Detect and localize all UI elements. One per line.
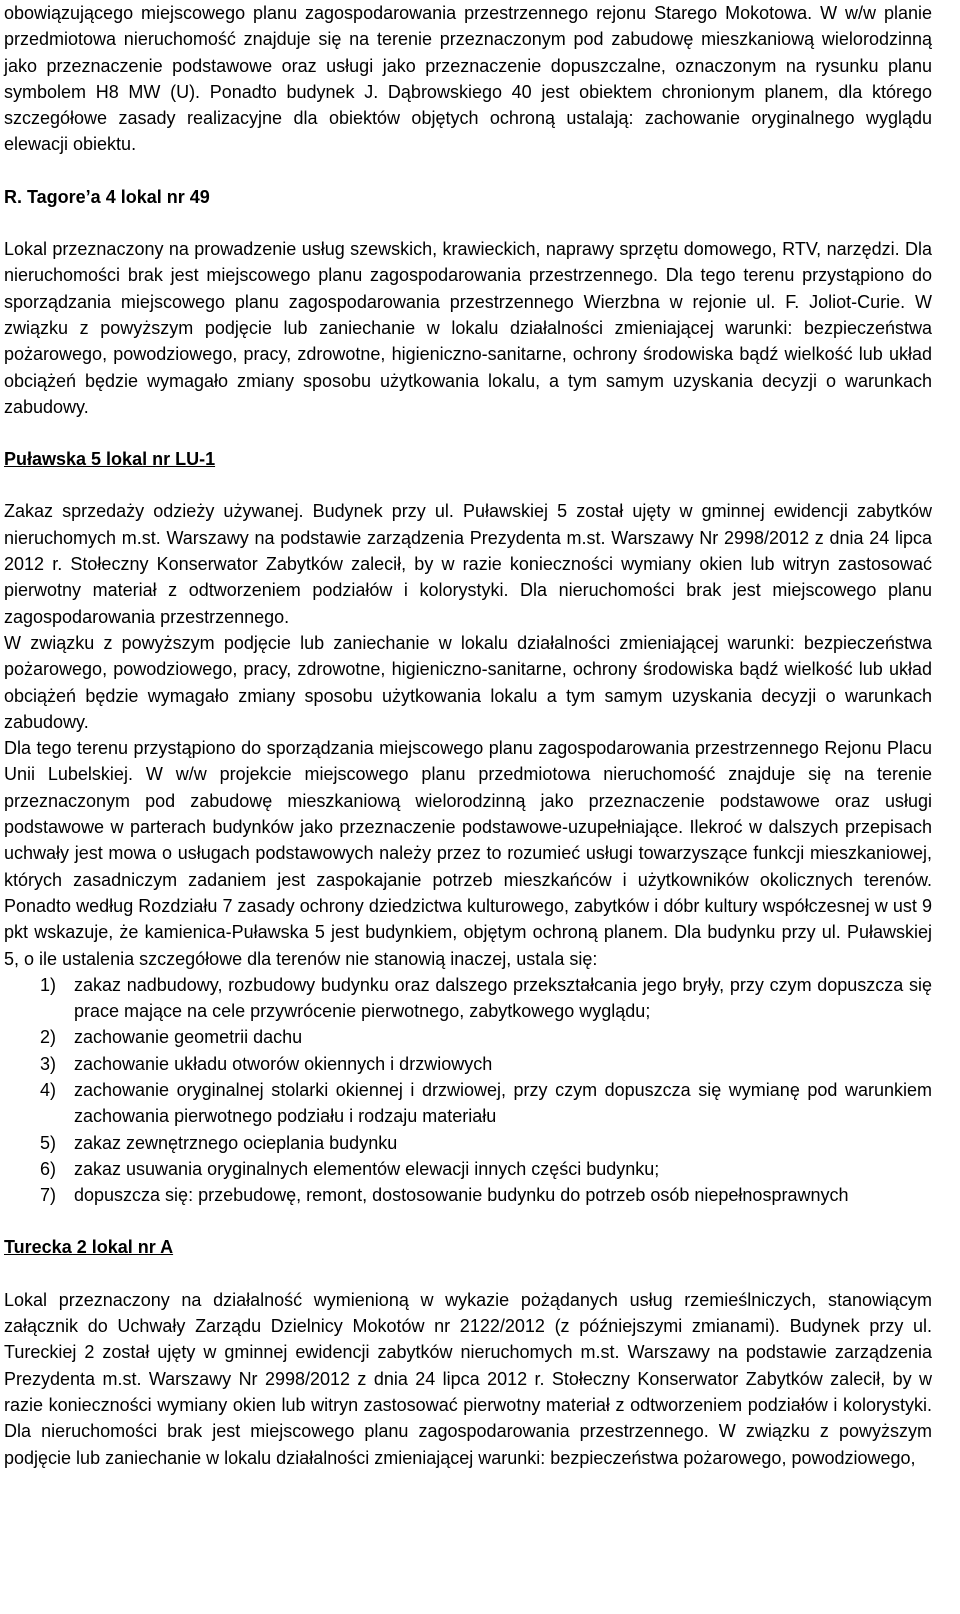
list-item-number: 1)	[40, 974, 57, 995]
list-item-text: zachowanie układu otworów okiennych i drzwiowych	[74, 1053, 493, 1074]
list-item-text: zakaz zewnętrznego ocieplania budynku	[74, 1132, 398, 1153]
list-item-number: 5)	[40, 1132, 57, 1153]
list-item-text: zakaz usuwania oryginalnych elementów elewacji innych części budynku;	[74, 1158, 660, 1179]
section-heading-tagore: R. Tagore’a 4 lokal nr 49	[4, 186, 210, 207]
list-item-number: 2)	[40, 1027, 57, 1048]
section-body-pulawska-1: Zakaz sprzedaży odzieży używanej. Budynek przy ul. Puławskiej 5 został ujęty w gminnej ewidencji zabytków nieruchomych m.st. Warszawy na podstawie zarządzenia Prezydenta m.st. Warszawy Nr 2998/2012 z dnia 24 lipca 2012 r. Stołeczny Konserwator Zabytków zalecił, by w razie konieczności wymiany okien lub witryn zastosować pierwotny materiał z odtworzeniem podziałów i kolorystyki. Dla nieruchomości brak jest miejscowego planu zagospodarowania przestrzennego.	[4, 501, 932, 627]
list-item	[4, 1156, 932, 1182]
list-item	[4, 1051, 932, 1077]
pulawska-rules-list	[4, 972, 932, 1209]
list-item-text: dopuszcza się: przebudowę, remont, dostosowanie budynku do potrzeb osób niepełnosprawnych	[74, 1185, 849, 1206]
list-item	[4, 972, 932, 1025]
list-item	[4, 1024, 932, 1050]
list-item-number: 6)	[40, 1158, 57, 1179]
list-item	[4, 1130, 932, 1156]
list-item-text: zakaz nadbudowy, rozbudowy budynku oraz dalszego przekształcania jego bryły, przy czym dopuszcza się prace mające na cele przywrócenie pierwotnego, zabytkowego wyglądu;	[74, 974, 932, 1022]
list-item	[4, 1182, 932, 1208]
section-heading-turecka: Turecka 2 lokal nr A	[4, 1237, 174, 1258]
section-heading-pulawska: Puławska 5 lokal nr LU-1	[4, 449, 216, 470]
section-body-turecka: Lokal przeznaczony na działalność wymienioną w wykazie pożądanych usług rzemieślniczych, stanowiącym załącznik do Uchwały Zarządu Dzielnicy Mokotów nr 2122/2012 (z późniejszymi zmianami). Budynek przy ul. Tureckiej 2 został ujęty w gminnej ewidencji zabytków nieruchomych m.st. Warszawy na podstawie zarządzenia Prezydenta m.st. Warszawy Nr 2998/2012 z dnia 24 lipca 2012 r. Stołeczny Konserwator Zabytków zalecił, by w razie konieczności wymiany okien lub witryn zastosować pierwotny materiał z odtworzeniem podziałów i kolorystyki. Dla nieruchomości brak jest miejscowego planu zagospodarowania przestrzennego. W związku z powyższym podjęcie lub zaniechanie w lokalu działalności zmieniającej warunki: bezpieczeństwa pożarowego, powodziowego,	[4, 1289, 932, 1468]
list-item-number: 4)	[40, 1079, 57, 1100]
list-item-text: zachowanie oryginalnej stolarki okiennej i drzwiowej, przy czym dopuszcza się wymianę pod warunkiem zachowania pierwotnego podziału i rodzaju materiału	[74, 1079, 932, 1127]
section-body-pulawska-3: Dla tego terenu przystąpiono do sporządzania miejscowego planu zagospodarowania przestrzennego Rejonu Placu Unii Lubelskiej. W w/w projekcie miejscowego planu przedmiotowa nieruchomość znajduje się na terenie przeznaczonym pod zabudowę mieszkaniową wielorodzinną jako przeznaczenie podstawowe oraz usługi podstawowe w parterach budynków jako przeznaczenie podstawowe-uzupełniające. Ilekroć w dalszych przepisach uchwały jest mowa o usługach podstawowych należy przez to rozumieć usługi towarzyszące funkcji mieszkaniowej, których zasadniczym zadaniem jest zaspokajanie potrzeb mieszkańców i użytkowników okolicznych terenów. Ponadto według Rozdziału 7 zasady ochrony dziedzictwa kulturowego, zabytków i dóbr kultury współczesnej w ust 9 pkt wskazuje, że kamienica-Puławska 5 jest budynkiem, objętym ochroną planem. Dla budynku przy ul. Puławskiej 5, o ile ustalenia szczegółowe dla terenów nie stanowią inaczej, ustala się:	[4, 738, 932, 969]
list-item-number: 7)	[40, 1185, 57, 1206]
intro-paragraph: obowiązującego miejscowego planu zagospodarowania przestrzennego rejonu Starego Mokotowa. W w/w planie przedmiotowa nieruchomość znajduje się na terenie przeznaczonym pod zabudowę mieszkaniową wielorodzinną jako przeznaczenie podstawowe oraz usługi jako przeznaczenie dopuszczalne, oznaczonym na rysunku planu symbolem H8 MW (U). Ponadto budynek J. Dąbrowskiego 40 jest obiektem chronionym planem, dla którego szczegółowe zasady realizacyjne dla obiektów objętych ochroną ustalają: zachowanie oryginalnego wyglądu elewacji obiektu.	[4, 3, 932, 155]
section-body-pulawska-2: W związku z powyższym podjęcie lub zaniechanie w lokalu działalności zmieniającej warunki: bezpieczeństwa pożarowego, powodziowego, pracy, zdrowotne, higieniczno-sanitarne, ochrony środowiska bądź wielkość lub układ obciążeń będzie wymagało zmiany sposobu użytkowania lokalu a tym samym uzyskania decyzji o warunkach zabudowy.	[4, 632, 932, 732]
list-item-number: 3)	[40, 1053, 57, 1074]
list-item	[4, 1077, 932, 1130]
list-item-text: zachowanie geometrii dachu	[74, 1027, 303, 1048]
section-body-tagore: Lokal przeznaczony na prowadzenie usług szewskich, krawieckich, naprawy sprzętu domowego, RTV, narzędzi. Dla nieruchomości brak jest miejscowego planu zagospodarowania przestrzennego. Dla tego terenu przystąpiono do sporządzania miejscowego planu zagospodarowania przestrzennego Wierzbna w rejonie ul. F. Joliot-Curie. W związku z powyższym podjęcie lub zaniechanie w lokalu działalności zmieniającej warunki: bezpieczeństwa pożarowego, powodziowego, pracy, zdrowotne, higieniczno-sanitarne, ochrony środowiska bądź wielkość lub układ obciążeń będzie wymagało zmiany sposobu użytkowania lokalu, a tym samym uzyskania decyzji o warunkach zabudowy.	[4, 239, 932, 417]
